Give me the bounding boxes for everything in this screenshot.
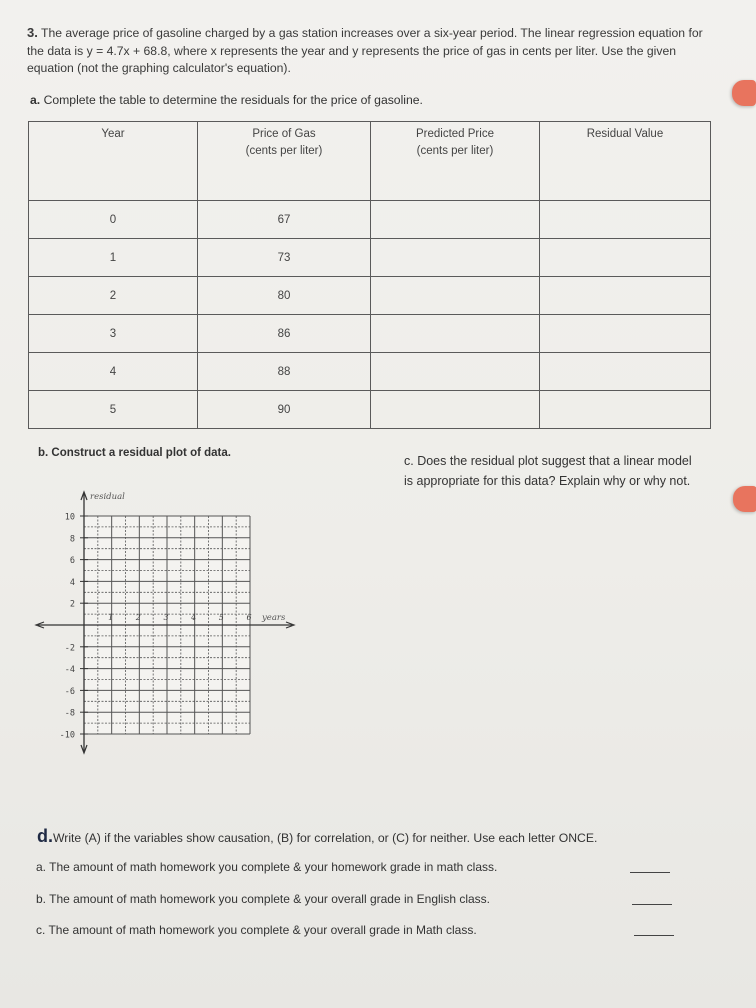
part-b-prompt (38, 447, 231, 459)
part-d-prompt (37, 826, 597, 847)
price-cell: 73 (197, 239, 370, 277)
year-cell: 3 (29, 315, 198, 353)
table-row (29, 239, 711, 277)
year-cell: 2 (29, 277, 198, 315)
part-d-item-b: b. The amount of math homework you complete & your overall grade in English class. (36, 892, 491, 906)
table-row (29, 315, 711, 353)
predicted-cell[interactable] (370, 277, 539, 315)
residual-plot-grid[interactable] (30, 478, 300, 768)
y-tick-label: 2 (69, 599, 75, 610)
price-cell: 90 (197, 391, 370, 429)
answer-blank-b[interactable] (632, 904, 672, 905)
year-cell: 5 (29, 391, 198, 429)
answer-blank-a[interactable] (630, 872, 670, 873)
residual-cell[interactable] (539, 353, 710, 391)
year-cell: 0 (29, 201, 198, 239)
x-tick-label: 2 (135, 613, 141, 622)
x-tick-label: 4 (191, 613, 197, 622)
part-c-prompt (404, 451, 694, 491)
table-row (29, 277, 711, 315)
residual-table (28, 121, 711, 429)
year-cell: 1 (29, 239, 198, 277)
part-d-item-c: c. The amount of math homework you complete & your overall grade in Math class. (36, 923, 477, 937)
header-predicted: Predicted Price (cents per liter) (370, 122, 539, 201)
part-a-prompt (30, 93, 423, 107)
y-tick-label: 6 (69, 556, 75, 567)
residual-cell[interactable] (539, 277, 710, 315)
predicted-cell[interactable] (370, 315, 539, 353)
table-row (29, 353, 711, 391)
price-cell: 88 (197, 353, 370, 391)
y-axis-label: residual (90, 492, 125, 502)
part-a-label: a. (30, 93, 41, 107)
residual-cell[interactable] (539, 391, 710, 429)
header-year: Year (29, 122, 198, 201)
table-row (29, 391, 711, 429)
price-cell: 67 (197, 201, 370, 239)
question-number: 3. (27, 25, 38, 40)
y-tick-label: -8 (64, 708, 75, 719)
y-tick-label: 4 (69, 577, 75, 588)
x-tick-label: 6 (246, 613, 252, 622)
header-residual: Residual Value (539, 122, 710, 201)
predicted-cell[interactable] (370, 391, 539, 429)
year-cell: 4 (29, 353, 198, 391)
x-tick-label: 1 (108, 613, 114, 622)
orange-sticky-tab (733, 486, 756, 512)
predicted-cell[interactable] (370, 239, 539, 277)
y-tick-label: -4 (64, 665, 75, 676)
question-3-text (27, 24, 707, 78)
table-header-row (29, 122, 711, 201)
price-cell: 86 (197, 315, 370, 353)
y-tick-label: -2 (64, 643, 75, 654)
residual-cell[interactable] (539, 239, 710, 277)
y-tick-label: -6 (64, 686, 75, 697)
part-d-item-a: a. The amount of math homework you complete & your homework grade in math class. (36, 860, 498, 874)
predicted-cell[interactable] (370, 353, 539, 391)
part-d-label: d. (37, 826, 53, 846)
part-c-text: c. Does the residual plot suggest that a linear model is appropriate for this data? Explain why or why not. (404, 454, 692, 488)
question-statement: The average price of gasoline charged by a gas station increases over a six-year period. The linear regression equation for the data is y = 4.7x + 68.8, where x represents the year and y represents the price of gas in cents per liter. Use the given equation (not the graphing calculator's equation). (27, 26, 703, 75)
table-row (29, 201, 711, 239)
y-tick-label: -10 (59, 730, 75, 741)
x-tick-label: 3 (163, 613, 169, 622)
predicted-cell[interactable] (370, 201, 539, 239)
orange-sticky-tab (732, 80, 756, 106)
price-cell: 80 (197, 277, 370, 315)
part-b-text: b. Construct a residual plot of data. (38, 447, 231, 459)
x-tick-label: 5 (218, 613, 224, 622)
header-price: Price of Gas (cents per liter) (197, 122, 370, 201)
y-tick-label: 8 (69, 534, 75, 545)
part-d-text: Write (A) if the variables show causation, (B) for correlation, or (C) for neither. Use each letter ONCE. (53, 831, 598, 845)
y-tick-label: 10 (64, 512, 75, 523)
residual-cell[interactable] (539, 315, 710, 353)
answer-blank-c[interactable] (634, 935, 674, 936)
x-axis-label: years (262, 613, 286, 623)
part-a-text: Complete the table to determine the residuals for the price of gasoline. (43, 93, 423, 107)
residual-cell[interactable] (539, 201, 710, 239)
